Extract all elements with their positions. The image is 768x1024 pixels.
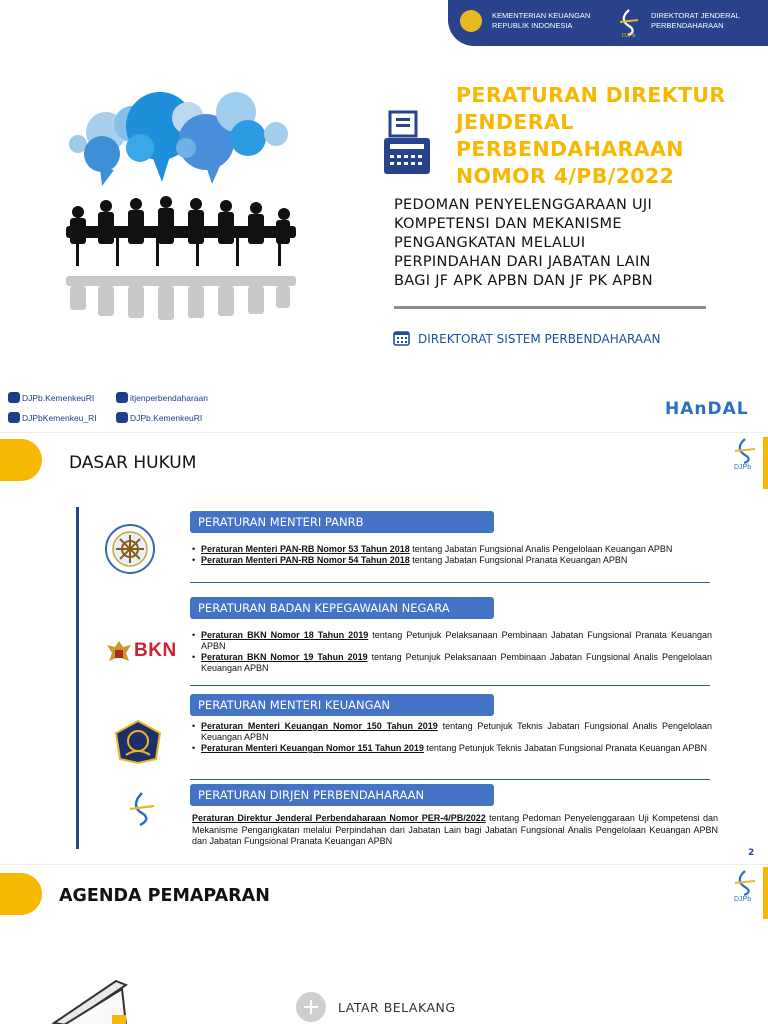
silhouette-reflection-icon [66,276,296,320]
cover-subtitle-line: BAGI JF APK APBN DAN JF PK APBN [394,273,653,289]
regulation-desc: tentang Petunjuk Teknis Jabatan Fungsional Pranata Keuangan APBN [423,743,707,753]
regulation-item [192,652,712,674]
regulation-item [192,630,712,652]
instagram-link[interactable] [116,392,208,403]
djpb-logo-icon [616,8,642,38]
department-name: DIREKTORAT SISTEM PERBENDAHARAAN [418,332,661,346]
cover-title-line: NOMOR 4/PB/2022 [456,164,675,188]
section-divider [190,582,710,583]
meeting-silhouette-icon [66,196,296,266]
directorate-line-1: DIREKTORAT JENDERAL [651,11,740,20]
section-title: AGENDA PEMAPARAN [59,886,270,906]
category-header: PERATURAN MENTERI PANRB [190,511,494,533]
section-tab [0,873,42,915]
agenda-item[interactable] [296,992,456,1022]
regulation-desc: tentang Petunjuk Pelaksanaan Pembinaan Jabatan Fungsional Analis Pengelolaan Keuangan APBN [201,652,712,673]
regulation-desc: tentang Jabatan Fungsional Analis Pengelolaan Keuangan APBN [409,544,673,554]
regulation-item [192,743,712,754]
side-accent-bar [763,437,768,489]
facebook-link[interactable] [8,392,94,403]
side-accent-bar [763,867,768,919]
djpb-logo-text: DJPb [734,464,752,469]
regulation-ref[interactable]: Peraturan Menteri PAN-RB Nomor 54 Tahun 2018 [201,555,410,565]
garuda-emblem-icon [106,639,132,667]
calendar-icon [393,330,410,346]
cover-subtitle [394,196,724,291]
regulation-ref[interactable]: Peraturan Menteri PAN-RB Nomor 53 Tahun 2018 [201,544,410,554]
bkn-logo: BKN [134,640,177,661]
meeting-illustration [56,86,306,336]
regulation-ref[interactable]: Peraturan Menteri Keuangan Nomor 151 Tahun 2019 [201,743,424,753]
regulation-ref[interactable]: Peraturan Menteri Keuangan Nomor 150 Tahun 2019 [201,721,438,731]
category-header: PERATURAN BADAN KEPEGAWAIAN NEGARA [190,597,494,619]
regulation-desc: tentang Pedoman Penyelenggaraan Uji Kompetensi dan Mekanisme Pengangkatan melalui Perpindahan dari Jabatan Lain bagi Jabatan Fungsional Analis Pengelolaan Keuangan APBN dan Jabatan Fungsional Pranata Keuangan APBN [192,813,718,846]
section-title: DASAR HUKUM [69,453,197,473]
category-header: PERATURAN MENTERI KEUANGAN [190,694,494,716]
youtube-icon [116,412,128,423]
twitter-handle: DJPbKemenkeu_RI [22,412,97,423]
regulation-list [192,721,712,754]
ministry-name [492,11,590,31]
djpb-logo-icon [730,437,760,469]
regulation-desc: tentang Petunjuk Teknis Jabatan Fungsional Analis Pengelolaan Keuangan APBN [201,721,712,742]
cover-subtitle-line: KOMPETENSI DAN MEKANISME [394,216,622,232]
regulation-item [192,544,712,555]
section-divider [190,779,710,780]
regulation-desc: tentang Jabatan Fungsional Pranata Keuangan APBN [409,555,628,565]
youtube-link[interactable] [116,412,202,423]
djpb-logo-text: DJPb [734,896,752,901]
regulation-item [192,555,712,566]
agenda-slide [0,864,768,1024]
twitter-link[interactable] [8,412,97,423]
clipboard-illustration-icon [46,975,136,1024]
handal-logo: HAnDAL [665,399,749,419]
cover-title-line: PERBENDAHARAAN [456,137,684,161]
dasar-hukum-slide [0,432,768,864]
regulation-item [192,721,712,743]
page-number: 2 [748,848,755,858]
directorate-name [651,11,740,31]
regulation-desc: tentang Petunjuk Pelaksanaan Pembinaan Jabatan Fungsional Pranata Keuangan APBN [201,630,712,651]
regulation-list [192,630,712,674]
cover-subtitle-line: PENGANGKATAN MELALUI [394,235,586,251]
section-tab [0,439,42,481]
ministry-line-1: KEMENTERIAN KEUANGAN [492,11,591,20]
djpb-logo-icon [122,789,162,837]
djpb-mark-text: DJPb [622,33,636,38]
plus-icon [296,992,326,1022]
cover-title [456,82,766,190]
cover-subtitle-line: PERPINDAHAN DARI JABATAN LAIN [394,254,651,270]
regulation-ref[interactable]: Peraturan BKN Nomor 19 Tahun 2019 [201,652,368,662]
timeline-line [76,507,79,849]
section-divider [190,685,710,686]
ministry-line-2: REPUBLIK INDONESIA [492,21,573,30]
panrb-logo-icon [104,523,156,575]
directorate-line-2: PERBENDAHARAAN [651,21,724,30]
regulation-ref[interactable]: Peraturan BKN Nomor 18 Tahun 2019 [201,630,369,640]
facebook-handle: DJPb.KemenkeuRI [22,392,95,403]
cover-subtitle-line: PEDOMAN PENYELENGGARAAN UJI [394,197,653,213]
agenda-item-label: LATAR BELAKANG [338,999,456,1015]
kemenkeu-emblem-icon [112,719,164,765]
instagram-handle: itjenperbendaharaan [130,392,208,403]
subtitle-divider [394,306,706,309]
regulation-ref[interactable]: Peraturan Direktur Jenderal Perbendaharaan Nomor PER-4/PB/2022 [192,813,486,823]
ministry-emblem-icon [460,10,482,32]
cover-title-line: JENDERAL [456,110,574,134]
djpb-logo-icon [730,869,760,901]
regulation-list [192,544,712,566]
cover-title-line: PERATURAN DIREKTUR [456,83,726,107]
printer-icon [382,110,432,178]
cover-slide [0,0,768,432]
twitter-icon [8,412,20,423]
instagram-icon [116,392,128,403]
header-bar [448,0,768,46]
category-header: PERATURAN DIRJEN PERBENDAHARAAN [190,784,494,806]
facebook-icon [8,392,20,403]
speech-bubbles-icon [69,92,288,186]
regulation-paragraph [192,813,718,848]
youtube-handle: DJPb.KemenkeuRI [130,412,203,423]
